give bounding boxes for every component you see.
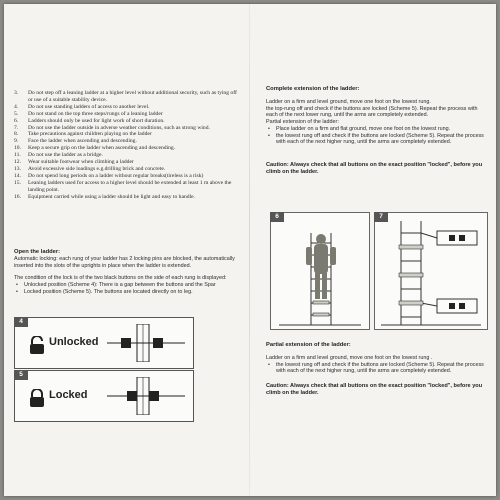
bullet-locked: • Locked position (Scheme 5). The buttons are located directly on to leg. bbox=[14, 289, 248, 296]
page-fold bbox=[249, 4, 250, 496]
scheme-4-unlocked bbox=[14, 317, 194, 369]
condition-text: The condition of the lock is of the two black buttons on the side of each rung is displayed: bbox=[14, 275, 227, 282]
rule-text: Do not use standing ladders of access to another level. bbox=[28, 103, 150, 110]
partial-text-2: Ladder on a firm and level ground, move one foot on the lowest rung . bbox=[266, 355, 433, 361]
open-text: Automatic locking: each rung of your ladder has 2 locking pins are blocked, the automatically inserted into the slots of the uprights in place when the ladder is extended. bbox=[14, 256, 235, 269]
rule-number: 5. bbox=[14, 110, 19, 117]
rule-number: 13. bbox=[14, 165, 21, 172]
rule-number: 16. bbox=[14, 193, 21, 200]
rule-text: Take precautions against children playing on the ladder bbox=[28, 131, 152, 138]
partial-section-2 bbox=[266, 342, 488, 397]
rule-number: 14. bbox=[14, 172, 21, 179]
rule-text: Wear suitable footwear when climbing a ladder bbox=[28, 159, 134, 166]
rule-item bbox=[14, 90, 248, 97]
figure-6 bbox=[270, 212, 370, 330]
rule-text: or use of a suitable stability device. bbox=[28, 96, 108, 103]
rule-item bbox=[14, 131, 248, 138]
document-sheet bbox=[4, 4, 496, 496]
scheme-label: Unlocked bbox=[49, 336, 99, 348]
rule-text: Do not stand on the top three steps/rungs of a leaning ladder bbox=[28, 110, 163, 117]
partial-heading-1: Partial extension of the ladder: bbox=[266, 119, 339, 126]
rule-text: Equipment carried while using a ladder should be light and easy to handle. bbox=[28, 193, 195, 200]
safety-rules-list bbox=[14, 90, 248, 201]
scheme-number: 5 bbox=[14, 370, 28, 380]
rule-text: Avoid excessive side loadings e.g.drilling brick and concrete. bbox=[28, 165, 166, 172]
rule-item bbox=[14, 173, 248, 180]
open-section bbox=[14, 249, 248, 296]
complete-text-2: the top-rung off and check if the buttons are locked (Scheme 5). Repeat the process with each of the next lower rung, until the arms are completely extended. bbox=[266, 105, 478, 119]
rule-number: 12. bbox=[14, 159, 21, 166]
caution-text-1: Caution: Always check that all buttons on the exact position "locked", before you climb on the ladder. bbox=[266, 161, 483, 175]
caution-text-2: Caution: Always check that all buttons on the exact position "locked", before you climb on the ladder. bbox=[266, 383, 483, 397]
rule-text: Keep a secure grip on the ladder when ascending and descending. bbox=[28, 145, 176, 152]
figure-number: 7 bbox=[374, 212, 388, 222]
rule-item bbox=[14, 111, 248, 118]
locked-button-drawing bbox=[107, 377, 185, 415]
rule-number: 10. bbox=[14, 145, 21, 152]
padlock-open-icon bbox=[29, 336, 45, 354]
rule-text: Do not use the ladder as a bridge. bbox=[28, 152, 103, 159]
rule-item bbox=[14, 145, 248, 152]
scheme-label: Locked bbox=[49, 389, 88, 401]
complete-text-1: Ladder on a firm and level ground, move one foot on the lowest rung. bbox=[266, 99, 431, 105]
scheme-5-locked bbox=[14, 370, 194, 422]
rule-item bbox=[14, 194, 248, 201]
partial-bullet-1b: • the lowest rung off and check if the buttons are locked (Scheme 5). Repeat the process with each of the next higher rung, until the arms are completely extended. bbox=[266, 133, 488, 146]
rule-text: Ladders should only be used for light work of short duration. bbox=[28, 117, 165, 124]
rule-text: Leaning ladders used for access to a higher level should be extended at least 1 m above the bbox=[28, 179, 232, 186]
padlock-closed-icon bbox=[29, 389, 45, 407]
rule-number: 11. bbox=[14, 152, 21, 159]
complete-heading: Complete extension of the ladder: bbox=[266, 86, 360, 92]
rule-item bbox=[14, 180, 248, 187]
rule-number: 15. bbox=[14, 179, 21, 186]
rule-number: 4. bbox=[14, 103, 19, 110]
rule-text: Do not step off a leaning ladder at a higher level without additional security, such as tying off bbox=[28, 90, 237, 96]
figure-7 bbox=[374, 212, 488, 330]
rule-item bbox=[14, 159, 248, 166]
rule-item bbox=[14, 97, 248, 104]
rule-text: Do not spend long periods on a ladder without regular breaks(tireless is a risk) bbox=[28, 172, 204, 179]
rule-item bbox=[14, 125, 248, 132]
open-heading: Open the ladder: bbox=[14, 249, 61, 255]
partial-heading-2: Partial extension of the ladder: bbox=[266, 342, 351, 348]
scheme-number: 4 bbox=[14, 317, 28, 327]
rule-item bbox=[14, 187, 248, 194]
partial-bullet-1a: • Place ladder on a firm and flat ground, move one foot on the lowest rung. bbox=[266, 126, 488, 133]
rule-number: 6. bbox=[14, 117, 19, 124]
bullet-unlocked: • Unlocked position (Scheme 4): There is a gap between the buttons and the Spar bbox=[14, 282, 248, 289]
rule-number: 7. bbox=[14, 124, 19, 131]
complete-section bbox=[266, 86, 488, 176]
rule-number: 8. bbox=[14, 131, 19, 138]
rule-item bbox=[14, 104, 248, 111]
unlocked-button-drawing bbox=[107, 324, 185, 362]
rule-item bbox=[14, 138, 248, 145]
ladder-extension-drawing bbox=[375, 213, 487, 329]
rule-item bbox=[14, 166, 248, 173]
rule-number: 3. bbox=[14, 90, 19, 96]
rule-text: landing point. bbox=[28, 186, 60, 193]
person-on-ladder-drawing bbox=[271, 213, 369, 329]
rule-text: Do not use the ladder outside in adverse weather conditions, such as strong wind. bbox=[28, 124, 210, 131]
rule-number: 9. bbox=[14, 138, 19, 145]
partial-bullet-2a: • the lowest rung off and check if the buttons are locked (Scheme 5). Repeat the process with each of the next higher rung, until the arms are completely extended. bbox=[266, 362, 488, 375]
rule-text: Face the ladder when ascending and descending. bbox=[28, 138, 137, 145]
rule-item bbox=[14, 118, 248, 125]
figure-number: 6 bbox=[270, 212, 284, 222]
